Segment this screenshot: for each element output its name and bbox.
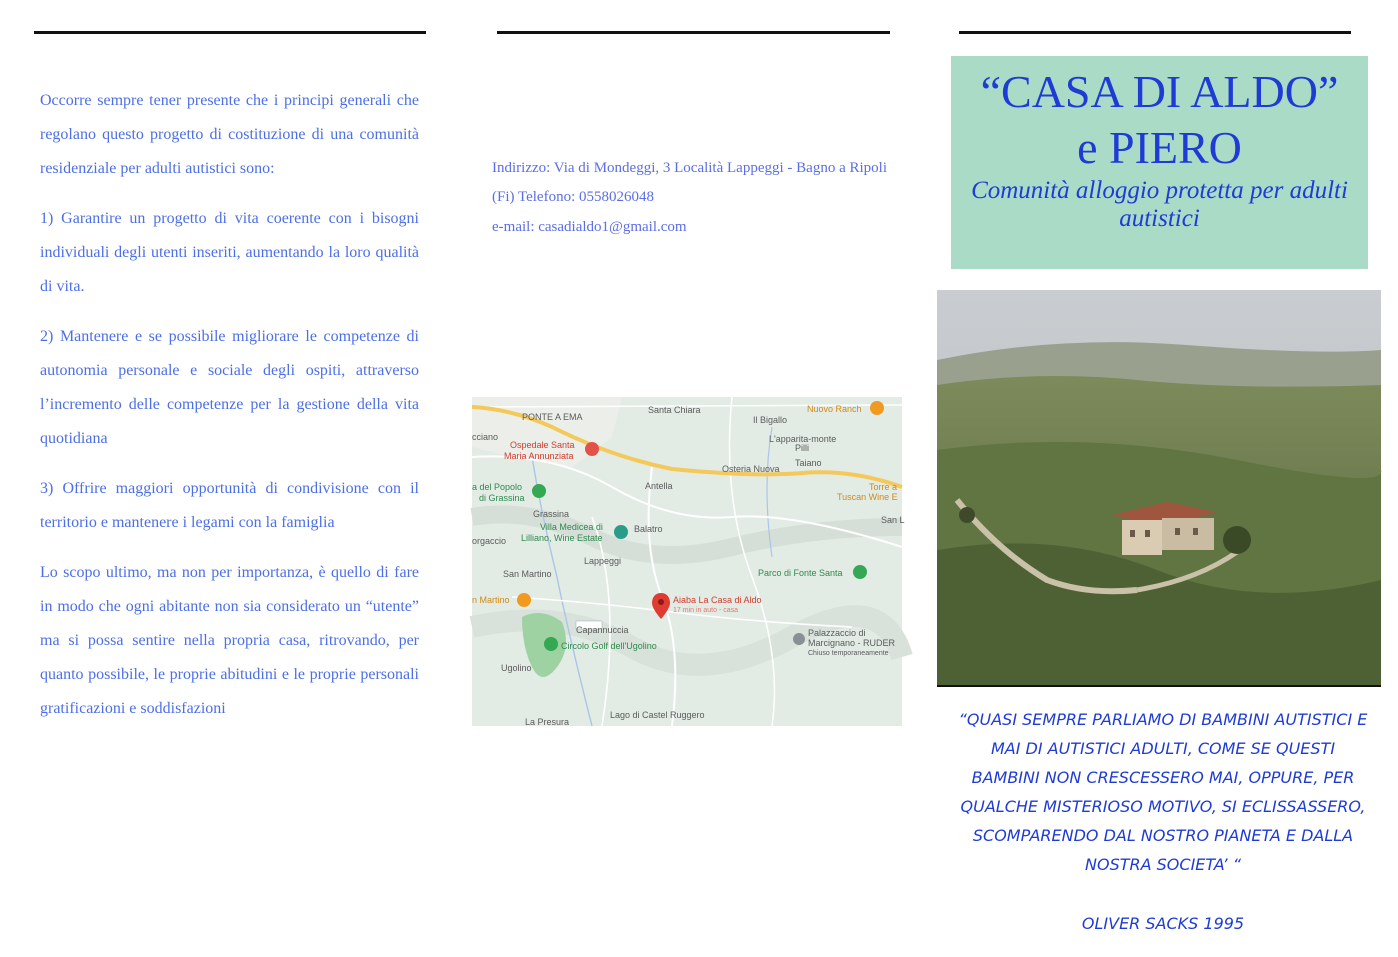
map-label: Villa Medicea di: [540, 522, 603, 532]
address-phone: Indirizzo: Via di Mondeggi, 3 Località Lappeggi - Bagno a Ripoli (Fi) Telefono: 0558026048: [492, 160, 887, 205]
map-label: San Martino: [503, 569, 552, 579]
principle-2: 2) Mantenere e se possibile migliorare le competenze di autonomia personale e sociale degli ospiti, attraverso l’incremento delle competenze per la gestione della vita quotidiana: [40, 328, 419, 447]
map-canvas: [472, 397, 905, 727]
map-label: Osteria Nuova: [722, 464, 780, 474]
map-label: Pilli: [795, 443, 810, 453]
principles-text: [40, 84, 419, 742]
column-rule-left: [34, 31, 426, 34]
title-banner: [951, 56, 1368, 269]
map-label: di Grassina: [479, 493, 525, 503]
map-label: Lago di Castel Ruggero: [610, 710, 705, 720]
title-line-1: “CASA DI ALDO”: [980, 66, 1339, 117]
map-label: Ugolino: [501, 663, 532, 673]
quote-line: BAMBINI NON CRESCESSERO MAI, OPPURE, PER: [971, 768, 1355, 787]
email-address[interactable]: e-mail: casadialdo1@gmail.com: [492, 219, 687, 235]
quote-line: NOSTRA SOCIETA’ “: [1085, 855, 1241, 874]
ultimate-goal-paragraph: Lo scopo ultimo, ma non per importanza, è quello di fare in modo che ogni abitante non sia considerato un “utente” ma si possa sentire nella propria casa, ritrovando, per quanto possibile, le proprie abitudini e le proprie personali gratificazioni e soddisfazioni: [40, 564, 419, 717]
quote-line: MAI DI AUTISTICI ADULTI, COME SE QUESTI: [990, 739, 1336, 758]
map-label: Circolo Golf dell'Ugolino: [561, 641, 657, 651]
map-label: Parco di Fonte Santa: [758, 568, 843, 578]
quote-line: “QUASI SEMPRE PARLIAMO DI BAMBINI AUTISTICI E: [958, 710, 1368, 729]
map-label: Maria Annunziata: [504, 451, 574, 461]
quote-line: QUALCHE MISTERIOSO MOTIVO, SI ECLISSASSERO,: [960, 797, 1366, 816]
map-label: orgaccio: [472, 536, 507, 546]
column-rule-middle: [497, 31, 890, 34]
quote-block: [945, 705, 1381, 879]
map-label: Torre a: [869, 482, 898, 492]
principle-3: 3) Offrire maggiori opportunità di condivisione con il territorio e mantenere i legami con la famiglia: [40, 480, 419, 531]
column-rule-right: [959, 31, 1351, 34]
subtitle: Comunità alloggio protetta per adulti autistici: [971, 177, 1348, 232]
map-label: Balatro: [634, 524, 663, 534]
intro-paragraph: Occorre sempre tener presente che i principi generali che regolano questo progetto di costituzione di una comunità residenziale per adulti autistici sono:: [40, 92, 419, 177]
map-label: Santa Chiara: [648, 405, 701, 415]
house-photo: [937, 290, 1381, 687]
house-photo-image: [937, 290, 1381, 687]
map-label: Tuscan Wine E: [837, 492, 898, 502]
quote-author: OLIVER SACKS 1995: [1081, 914, 1245, 933]
map-label: 17 min in auto - casa: [673, 607, 738, 614]
title-line-2: e PIERO: [1077, 122, 1242, 173]
map-label: La Presura: [525, 717, 570, 727]
map-label: Taiano: [795, 458, 822, 468]
map-label: cciano: [472, 432, 499, 442]
map-label: San L: [881, 515, 905, 525]
contact-info: [492, 154, 892, 242]
map-label: PONTE A EMA: [522, 412, 583, 422]
map-label: Marcignano - RUDER: [808, 638, 896, 648]
principle-1: 1) Garantire un progetto di vita coerente con i bisogni individuali degli utenti inseriti, aumentando la loro qualità di vita.: [40, 210, 419, 295]
map-label: L'apparita-monte: [769, 434, 837, 444]
map-label: Lappeggi: [584, 556, 622, 566]
map-label: Nuovo Ranch: [807, 404, 862, 414]
map-label: Il Bigallo: [753, 415, 788, 425]
map-label: Grassina: [533, 509, 570, 519]
map-label: Capannuccia: [576, 625, 629, 635]
map-label: Chiuso temporaneamente: [808, 650, 889, 657]
quote-line: SCOMPARENDO DAL NOSTRO PIANETA E DALLA: [972, 826, 1354, 845]
map-label: n Martino: [472, 595, 510, 605]
map-destination-label[interactable]: Aiaba La Casa di Aldo: [673, 595, 762, 605]
location-map[interactable]: [472, 397, 905, 727]
map-label: Ospedale Santa: [510, 440, 575, 450]
map-label: Palazzaccio di: [808, 628, 866, 638]
map-label: Antella: [645, 481, 673, 491]
map-label: Lilliano, Wine Estate: [521, 533, 603, 543]
map-label: a del Popolo: [472, 482, 523, 492]
